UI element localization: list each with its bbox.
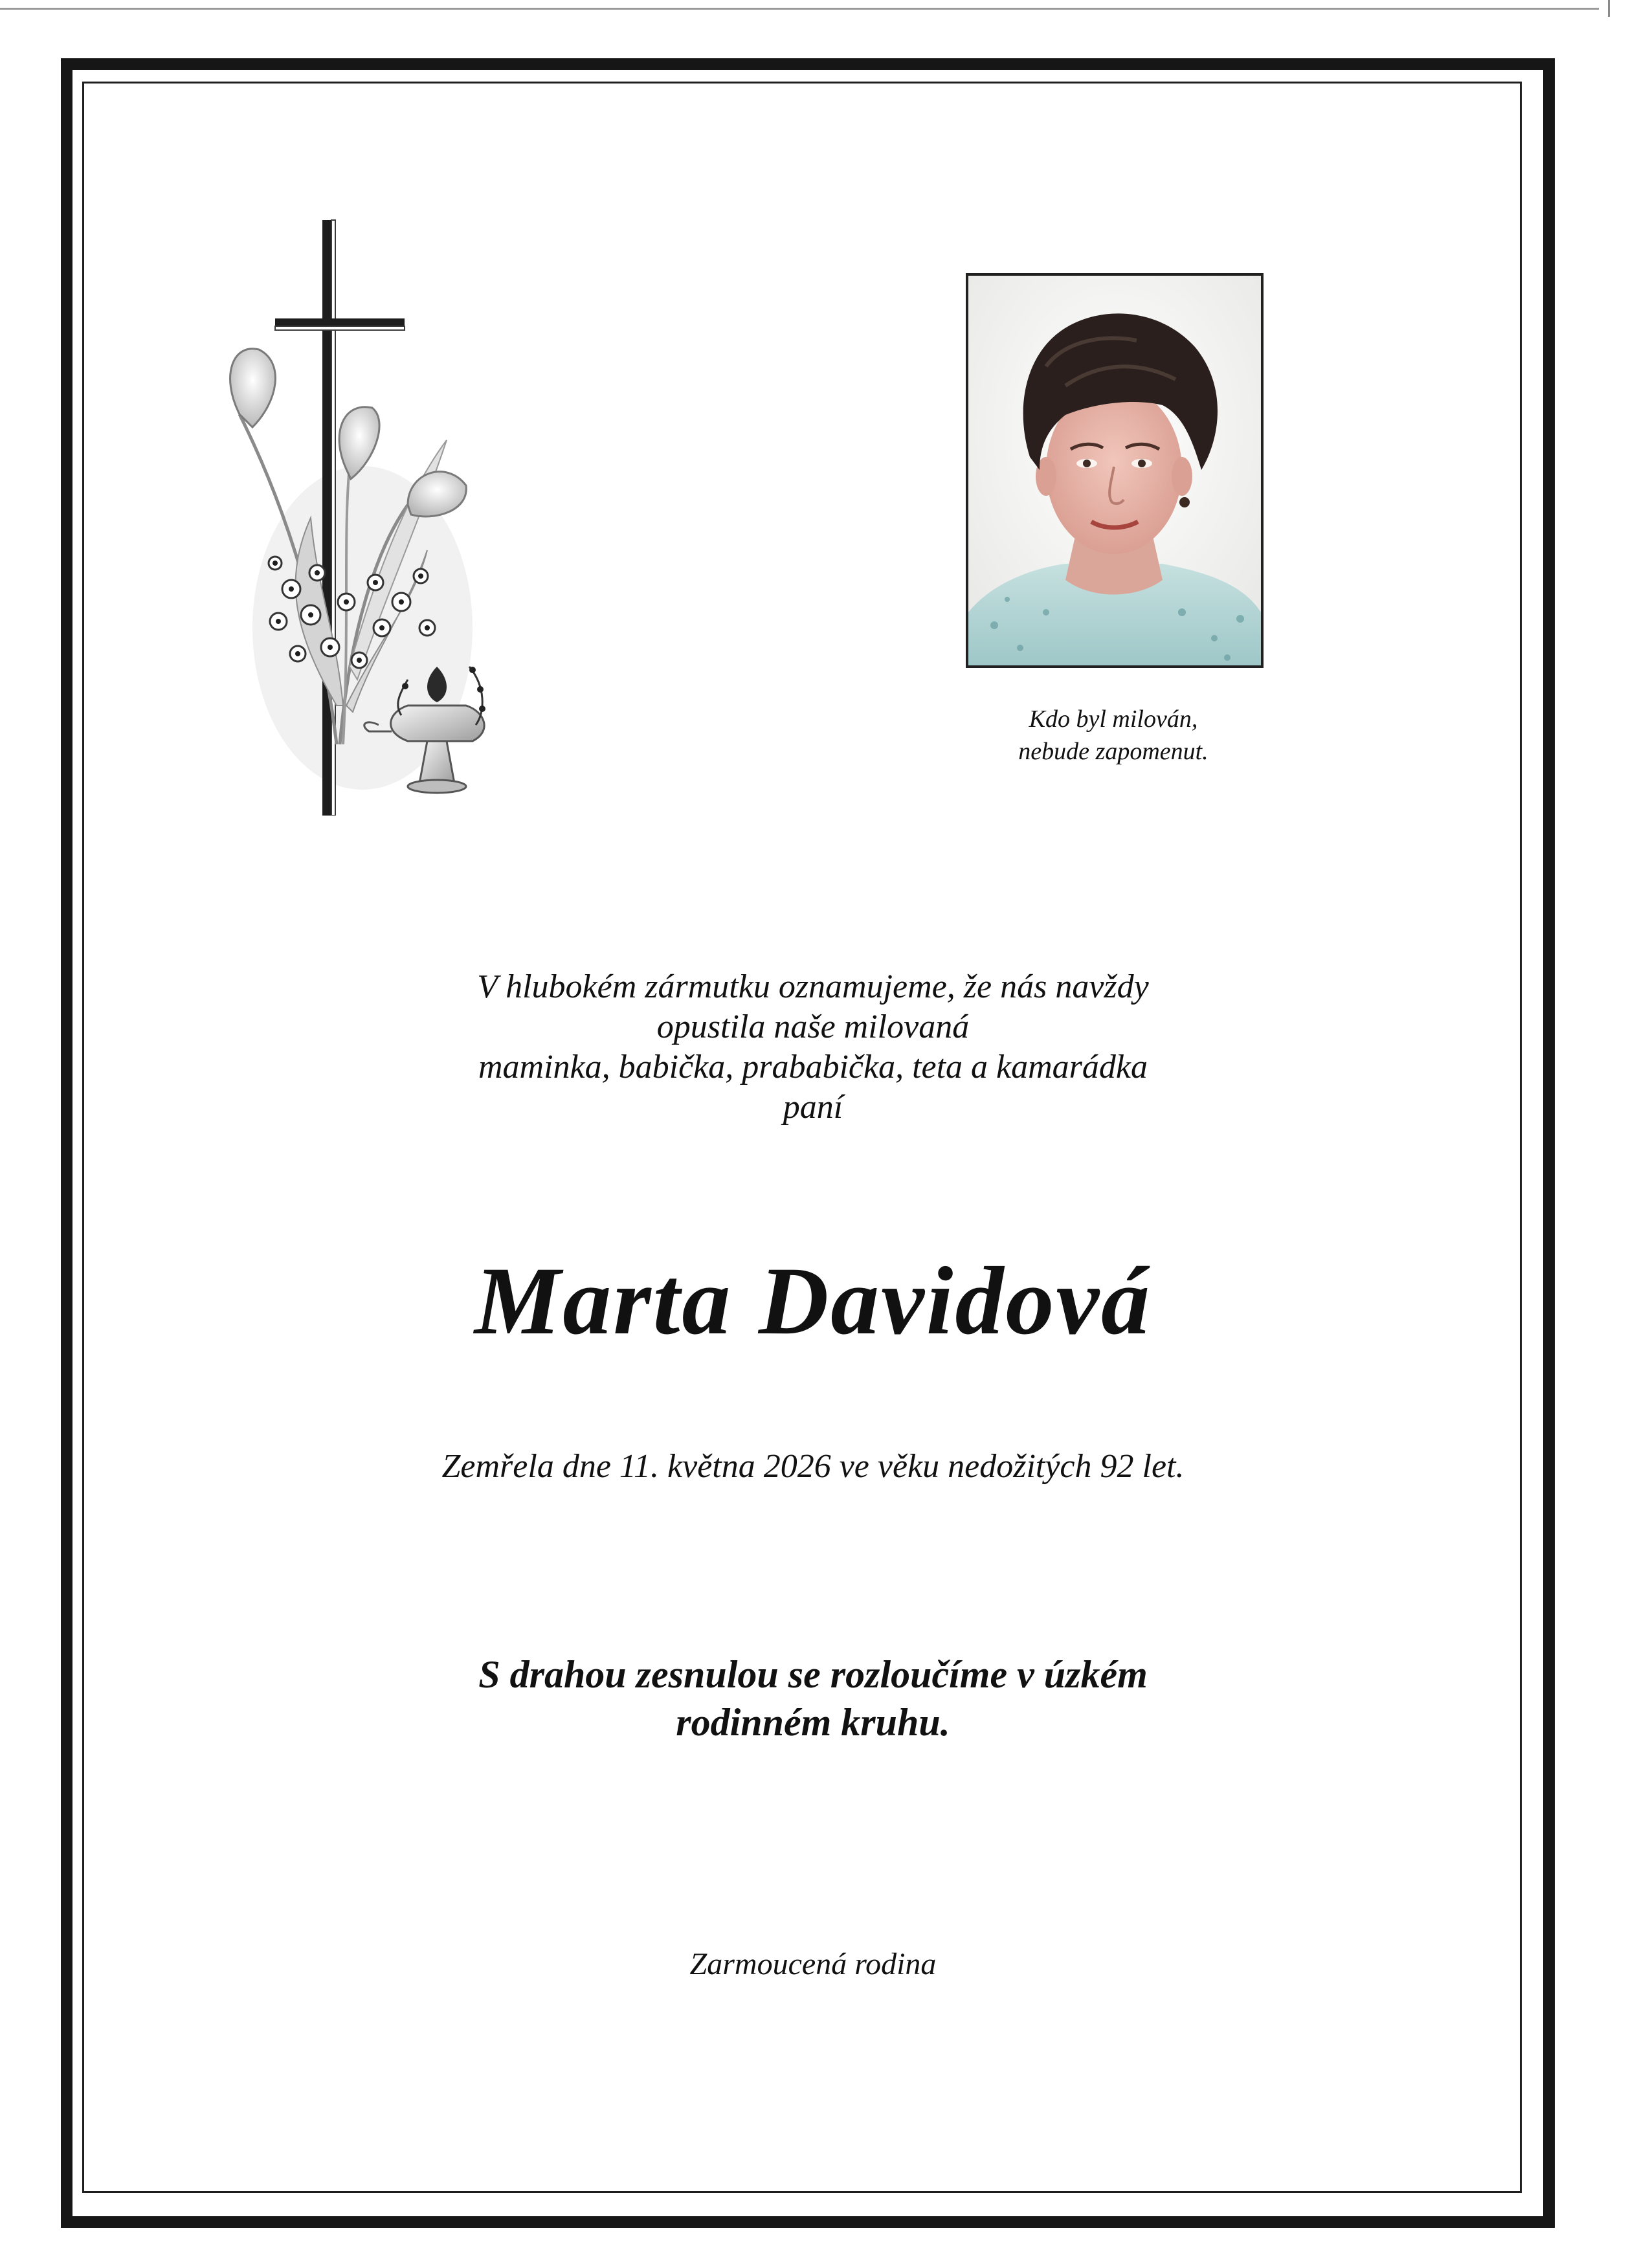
scan-edge-right [1608, 0, 1610, 17]
motto-line: Kdo byl milován, [1029, 706, 1198, 733]
intro-line: maminka, babička, prababička, teta a kamarádka [478, 1049, 1148, 1085]
portrait-photo [966, 273, 1264, 668]
scan-edge-top [0, 8, 1599, 10]
farewell-notice [166, 1651, 1460, 1746]
motto-line: nebude zapomenut. [1018, 738, 1208, 765]
farewell-line: rodinném kruhu. [676, 1701, 950, 1744]
intro-line: opustila naše milovaná [656, 1008, 970, 1045]
announcement-intro [166, 967, 1460, 1128]
death-date-line: Zemřela dne 11. května 2026 ve věku nedožitých 92 let. [441, 1448, 1185, 1485]
intro-line: V hlubokém zármutku oznamujeme, že nás navždy [477, 968, 1149, 1005]
family-signature: Zarmoucená rodina [689, 1947, 937, 1981]
memorial-motto [906, 703, 1320, 768]
farewell-line: S drahou zesnulou se rozloučíme v úzkém [478, 1653, 1148, 1696]
deceased-name: Marta Davidová [474, 1247, 1152, 1355]
cross-with-lilies-icon [214, 214, 505, 816]
intro-line: paní [783, 1089, 843, 1126]
